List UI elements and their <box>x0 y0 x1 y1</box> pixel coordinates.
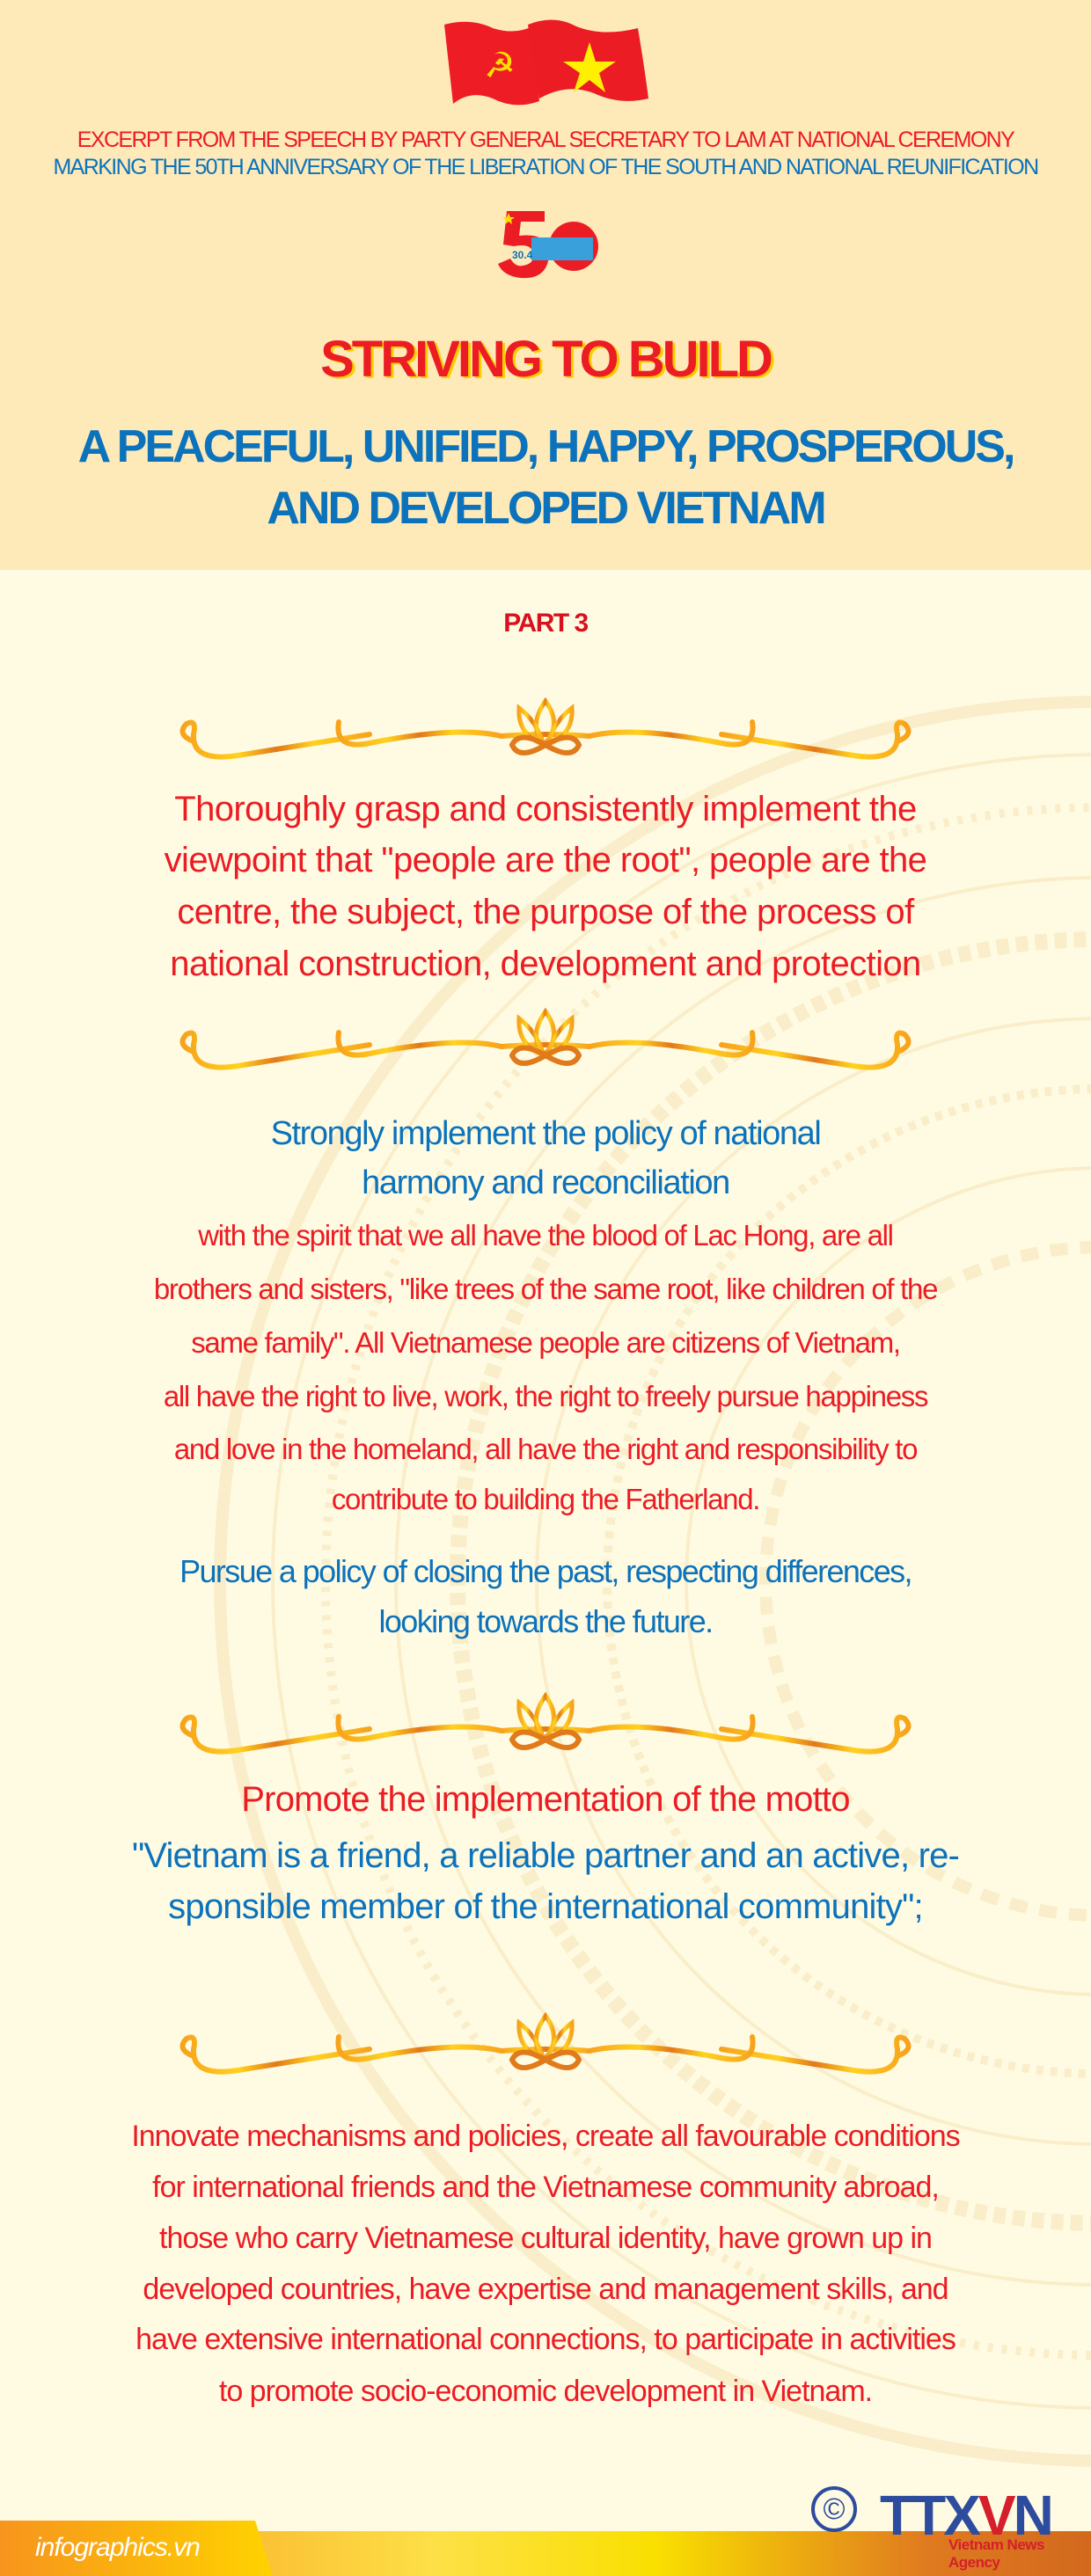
section2-body-line: and love in the homeland, all have the right and responsibility to <box>173 1433 918 1465</box>
section1-line: viewpoint that "people are the root", people are the <box>164 841 927 879</box>
title-line-3: AND DEVELOPED VIETNAM <box>267 483 824 534</box>
gold-lotus-ornament-icon <box>167 682 924 778</box>
section2-closing: Pursue a policy of closing the past, respecting differences, <box>179 1553 912 1589</box>
section4-line: developed countries, have expertise and management skills, and <box>143 2273 948 2306</box>
section3-heading: Promote the implementation of the motto <box>241 1780 850 1819</box>
section3-quote: "Vietnam is a friend, a reliable partner and an active, re- <box>131 1836 960 1875</box>
section2-heading: harmony and reconciliation <box>362 1164 729 1201</box>
section4-line: to promote socio-economic development in Vietnam. <box>218 2375 873 2408</box>
section2-body-line: all have the right to live, work, the right to freely pursue happiness <box>163 1380 928 1412</box>
50th-anniversary-logo <box>496 209 598 280</box>
agency-name: Vietnam News Agency <box>948 2536 1044 2571</box>
copyright-icon: © <box>811 2486 857 2532</box>
section2-body-line: brothers and sisters, "like trees of the same root, like children of the <box>153 1273 938 1305</box>
section3-quote: sponsible member of the international community"; <box>168 1887 923 1926</box>
gold-lotus-ornament-icon <box>167 1996 924 2093</box>
section1-line: Thoroughly grasp and consistently implement the <box>174 790 917 828</box>
section4-line: have extensive international connections, to participate in activities <box>135 2323 956 2356</box>
gold-lotus-ornament-icon <box>167 992 924 1089</box>
section2-heading: Strongly implement the policy of national <box>270 1115 821 1152</box>
section2-closing: looking towards the future. <box>378 1603 713 1639</box>
section4-line: for international friends and the Vietnamese community abroad, <box>152 2171 939 2204</box>
section1-line: centre, the subject, the purpose of the process of <box>177 893 914 931</box>
ttxvn-logo: TTXVN <box>880 2484 1051 2547</box>
title-line-2: A PEACEFUL, UNIFIED, HAPPY, PROSPEROUS, <box>77 421 1014 472</box>
excerpt-line-2: MARKING THE 50TH ANNIVERSARY OF THE LIBERATION OF THE SOUTH AND NATIONAL REUNIFICATION <box>53 155 1038 179</box>
section4-line: Innovate mechanisms and policies, create all favourable conditions <box>131 2120 960 2153</box>
svg-text:☭: ☭ <box>484 46 516 86</box>
section1-line: national construction, development and protection <box>170 945 921 983</box>
section2-body-line: with the spirit that we all have the blood of Lac Hong, are all <box>198 1219 893 1252</box>
site-link[interactable]: infographics.vn <box>35 2533 200 2562</box>
section2-body-line: contribute to building the Fatherland. <box>331 1483 760 1515</box>
logo-date: 30.4 <box>512 249 533 261</box>
excerpt-line-1: EXCERPT FROM THE SPEECH BY PARTY GENERAL SECRETARY TO LAM AT NATIONAL CEREMONY <box>77 128 1014 152</box>
part-label: PART 3 <box>503 609 588 638</box>
gold-lotus-ornament-icon <box>167 1676 924 1773</box>
party-and-national-flags-icon <box>444 18 651 114</box>
title-striving: STRIVING TO BUILD <box>320 331 771 388</box>
section4-line: those who carry Vietnamese cultural identity, have grown up in <box>159 2222 932 2255</box>
section2-body-line: same family". All Vietnamese people are citizens of Vietnam, <box>191 1326 900 1359</box>
